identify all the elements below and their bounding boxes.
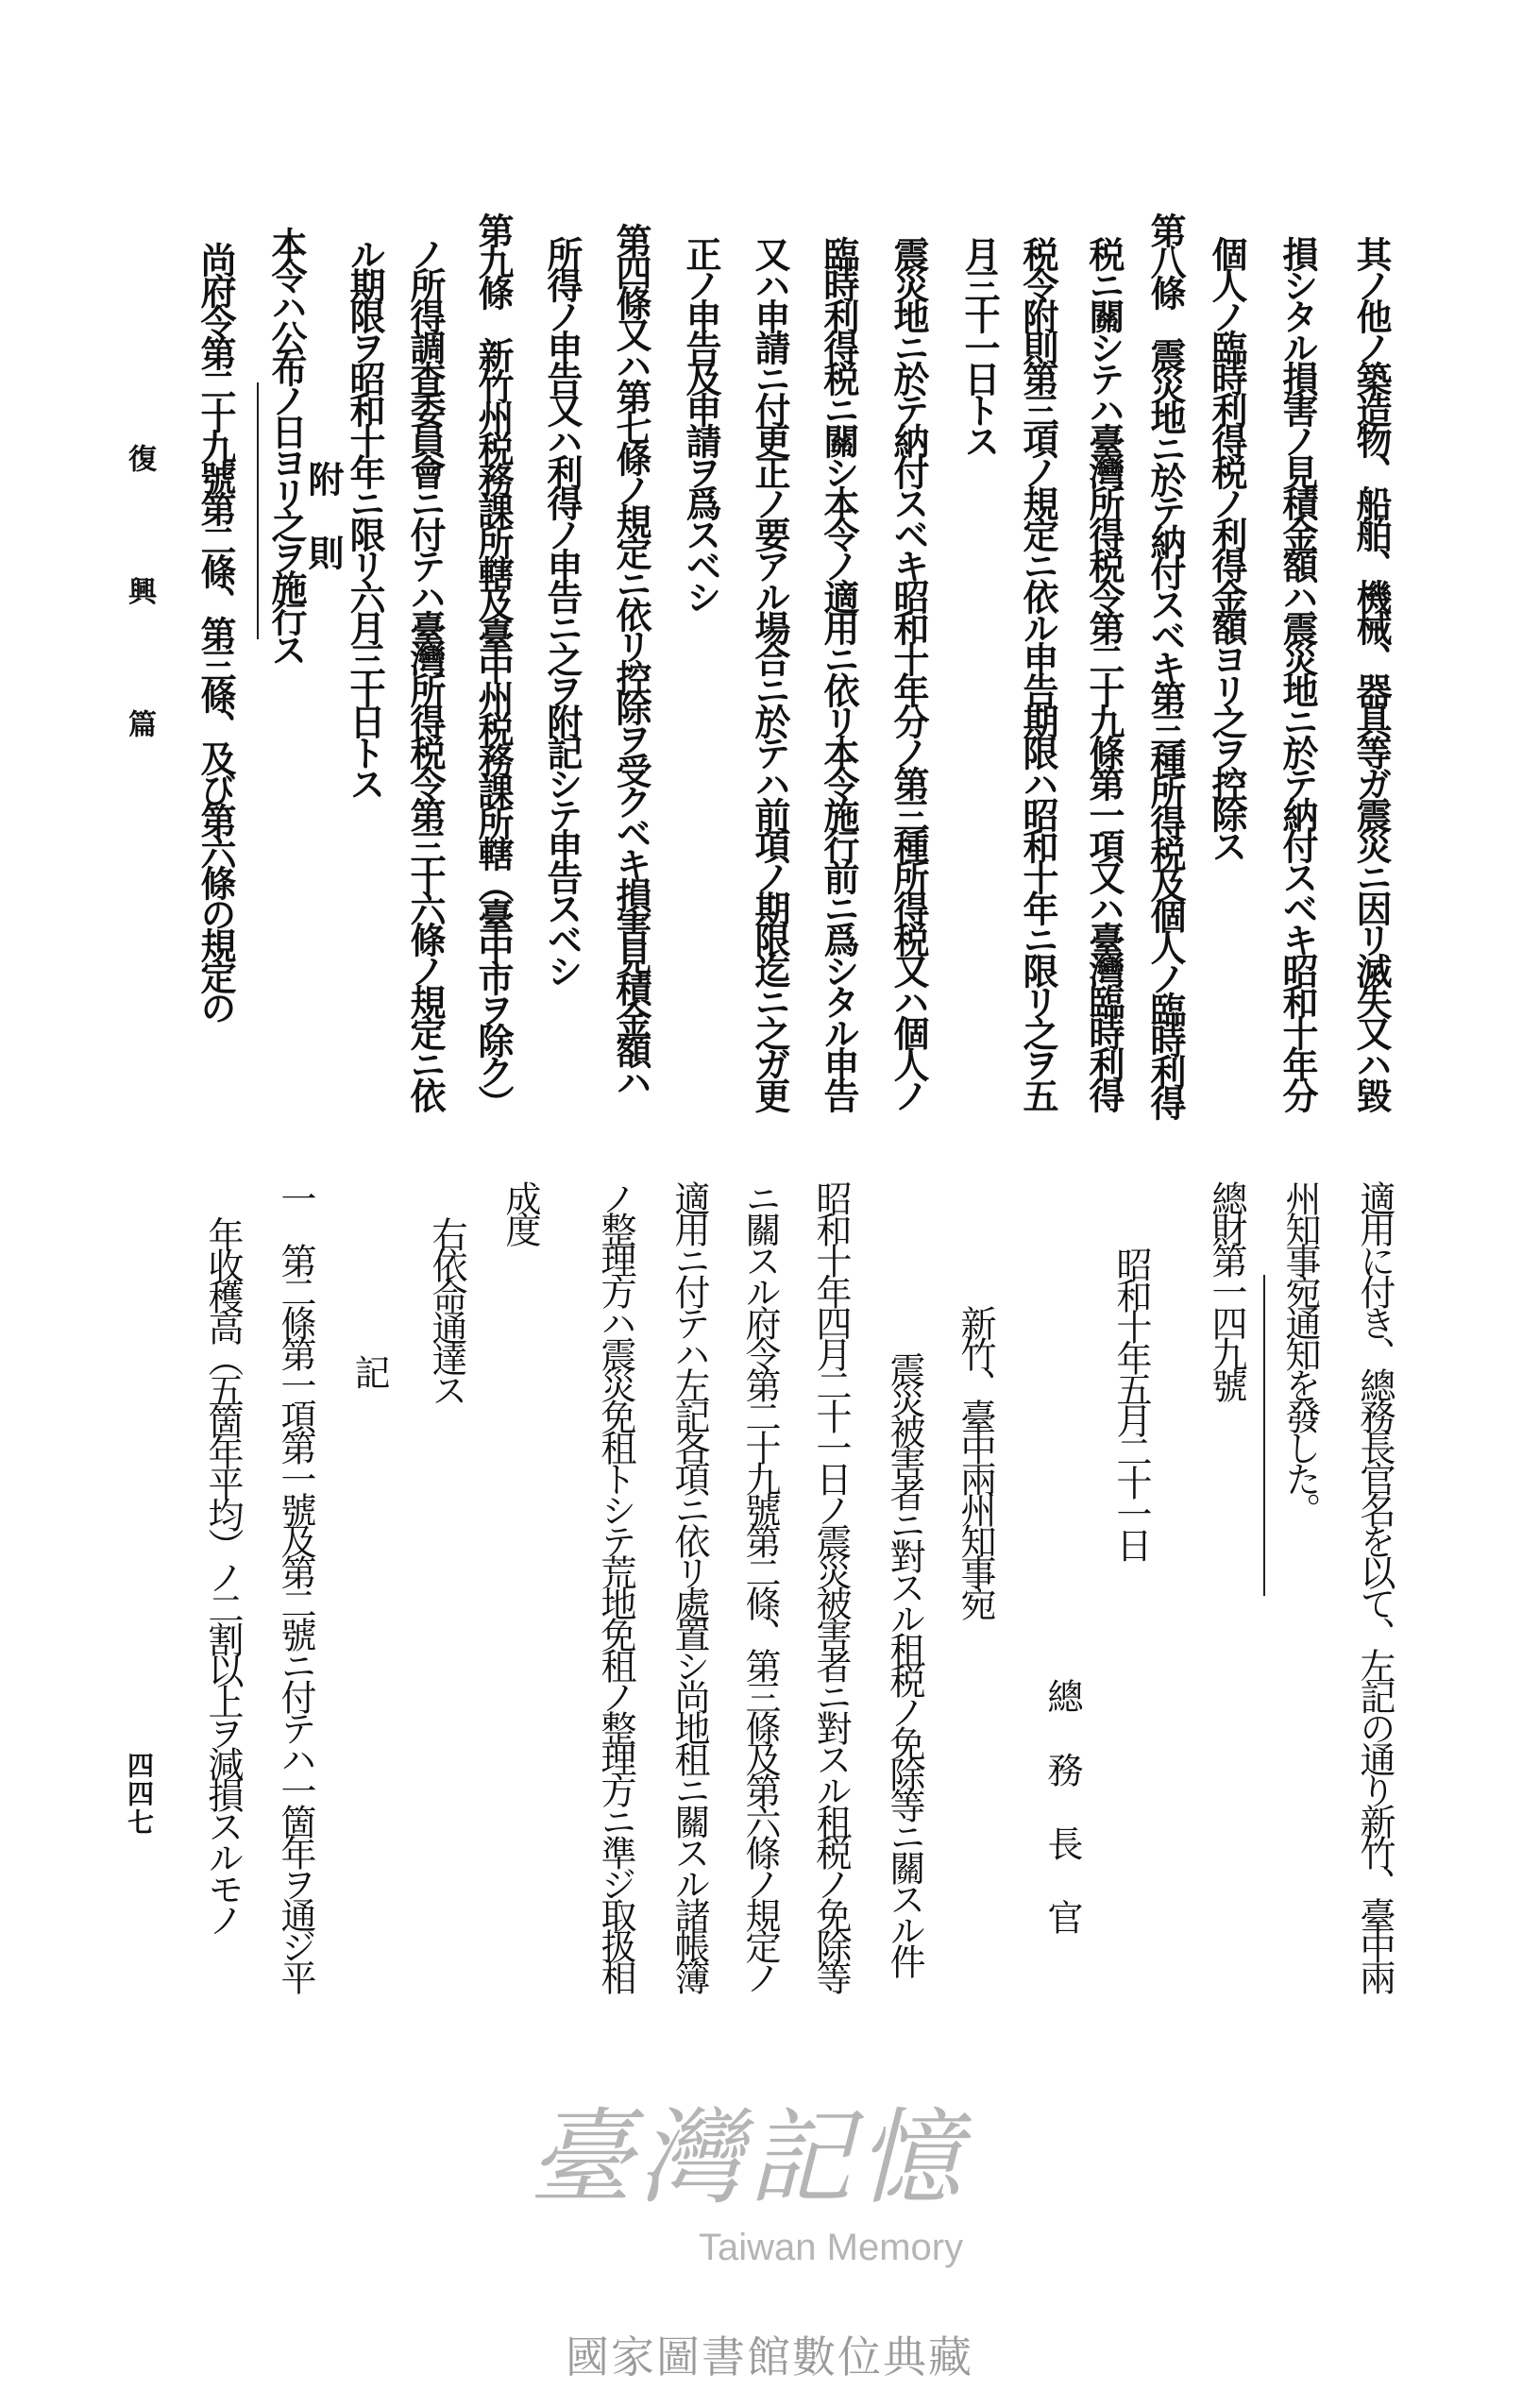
article-8-column: 第八條 震災地ニ於テ納付スベキ第三種所得税及個人ノ臨時利得 — [1144, 212, 1187, 1116]
text-column: ノ整理方ハ震災免租トシテ荒地免租ノ整理方ニ準ジ取扱相 — [595, 1180, 636, 1991]
text-column: ル期限ヲ昭和十年ニ限リ六月三十日トス — [344, 236, 386, 797]
text-column: 税令附則第三項ノ規定ニ依ル申告期限ハ昭和十年ニ限リ之ヲ五 — [1017, 236, 1059, 1109]
text-column: 右依命通達ス — [426, 1216, 467, 1403]
running-head: 復 興 篇 — [123, 444, 156, 785]
watermark-main: 臺灣記憶 — [529, 2097, 967, 2218]
text-column: 成度 — [499, 1180, 541, 1243]
text-column: 損シタル損害ノ見積金額ハ震災地ニ於テ納付スベキ昭和十年分 — [1277, 236, 1319, 1109]
text-column: 年收穫高（五箇年平均）ノ二割以上ヲ減損スルモノ — [202, 1216, 244, 1933]
footer-collection-label: 國家圖書館數位典藏 — [566, 2332, 973, 2383]
divider-line — [1263, 1275, 1265, 1596]
supplementary-provisions-heading: 附則 — [302, 461, 345, 608]
article-9-column: 第九條 新竹州税務課所轄及臺中州税務課所轄（臺中市ヲ除ク） — [472, 212, 515, 1116]
text-column: 個人ノ臨時利得税ノ利得金額ヨリ之ヲ控除ス — [1206, 236, 1248, 859]
watermark-logo — [529, 2097, 1057, 2295]
text-column: 所得ノ申告又ハ利得ノ申告ニ之ヲ附記シテ申告スベシ — [541, 236, 583, 984]
text-column: 臨時利得税ニ關シ本令ノ適用ニ依リ本令施行前ニ爲シタル申告 — [818, 236, 860, 1109]
text-column: 尚府令第二十九號第二條、第三條、及び第六條の規定の — [194, 242, 237, 1021]
text-column: 第四條又ハ第七條ノ規定ニ依リ控除ヲ受クベキ損害見積金額ハ — [610, 223, 652, 1095]
date: 昭和十年五月二十一日 — [1110, 1246, 1152, 1558]
text-column: ノ所得調査委員會ニ付テハ臺灣所得税令第三十六條ノ規定ニ依 — [404, 236, 447, 1109]
document-number: 總財第一四九號 — [1206, 1180, 1247, 1399]
text-column: 又ハ申請ニ付更正ノ要アル場合ニ於テハ前項ノ期限迄ニ之ガ更 — [749, 236, 791, 1109]
page-number: 四四七 — [124, 1752, 155, 1837]
text-column: 震災地ニ於テ納付スベキ昭和十年分ノ第三種所得税又ハ個人ノ — [888, 236, 930, 1109]
addressee: 新竹、臺中兩州知事宛 — [955, 1305, 996, 1617]
sender-title: 總務長官 — [1041, 1678, 1083, 1973]
text-column: ニ關スル府令第二十九號第二條、第三條及第六條ノ規定ノ — [739, 1180, 781, 1991]
text-column: 適用ニ付テハ左記各項ニ依リ處置シ尚地租ニ關スル諸帳簿 — [668, 1180, 710, 1991]
text-column: 其ノ他ノ築造物、船舶、機械、器具等ガ震災ニ因リ滅失又ハ毀 — [1350, 236, 1393, 1109]
text-column: 税ニ關シテハ臺灣所得税令第二十九條第一項又ハ臺灣臨時利得 — [1083, 236, 1125, 1109]
notes-heading: 記 — [348, 1354, 390, 1385]
watermark-sub: Taiwan Memory — [699, 2227, 964, 2268]
text-column: 適用に付き、總務長官名を以て、左記の通り新竹、臺中兩 — [1354, 1180, 1395, 1991]
subject: 震災被害者ニ對スル租税ノ免除等ニ關スル件 — [884, 1351, 925, 1975]
text-column: 正ノ申告及申請ヲ爲スベシ — [680, 236, 722, 610]
text-column: 昭和十年四月二十一日ノ震災被害者ニ對スル租税ノ免除等 — [810, 1180, 852, 1991]
divider-line — [257, 382, 259, 639]
text-column: 月三十一日トス — [958, 236, 1001, 454]
text-column: 州知事宛通知を發した。 — [1279, 1180, 1321, 1523]
text-column: 本令ハ公布ノ日ヨリ之ヲ施行ス — [265, 227, 308, 663]
text-column: 一 第二條第一項第一號及第二號ニ付テハ一箇年ヲ通ジ平 — [275, 1180, 316, 1991]
